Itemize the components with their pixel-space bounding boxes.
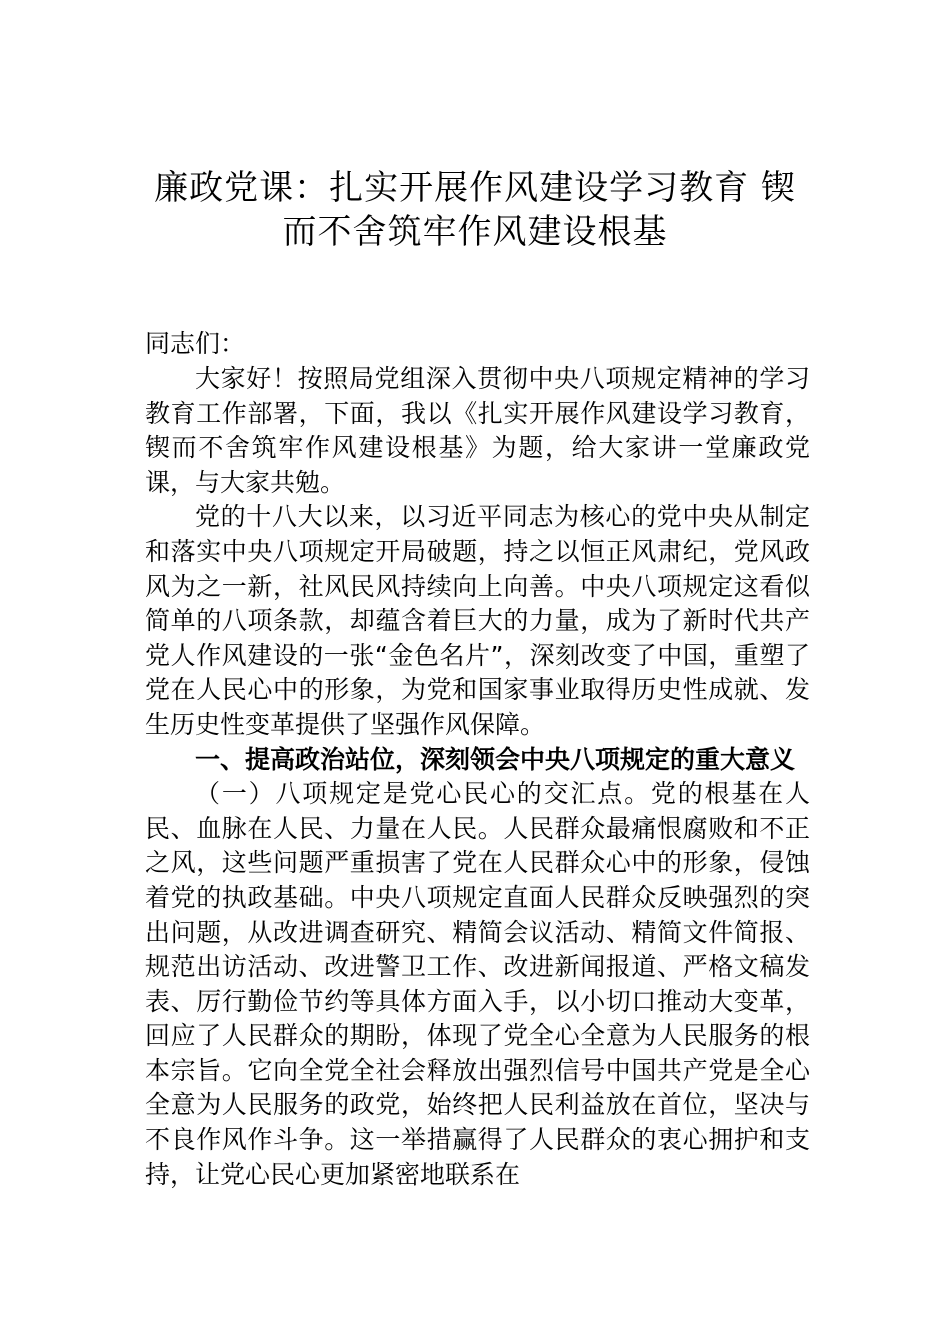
paragraph-subsection-1: （一）八项规定是党心民心的交汇点。党的根基在人民、血脉在人民、力量在人民。人民群众最痛恨腐败和不正之风，这些问题严重损害了党在人民群众心中的形象，侵蚀着党的执政基础。中央八项规定直面人民群众反映强烈的突出问题，从改进调查研究、精简会议活动、精简文件简报、规范出访活动、改进警卫工作、改进新闻报道、严格文稿发表、厉行勤俭节约等具体方面入手，以小切口推动大变革，回应了人民群众的期盼，体现了党全心全意为人民服务的根本宗旨。它向全党全社会释放出强烈信号中国共产党是全心全意为人民服务的政党，始终把人民利益放在首位，坚决与不良作风作斗争。这一举措赢得了人民群众的衷心拥护和支持，让党心民心更加紧密地联系在 [145, 779, 810, 1189]
document-title-line-2: 而不舍筑牢作风建设根基 [282, 212, 668, 252]
paragraph-opening: 大家好！按照局党组深入贯彻中央八项规定精神的学习教育工作部署，下面，我以《扎实开展作风建设学习教育，锲而不舍筑牢作风建设根基》为题，给大家讲一堂廉政党课，与大家共勉。 [145, 364, 810, 497]
greeting: 同志们： [145, 329, 246, 358]
section-heading: 一、提高政治站位，深刻领会中央八项规定的重大意义 [195, 744, 796, 774]
document-title-line-1: 廉政党课：扎实开展作风建设学习教育 锲 [154, 168, 796, 208]
document-body [145, 362, 810, 1192]
paragraph-background: 党的十八大以来，以习近平同志为核心的党中央从制定和落实中央八项规定开局破题，持之以恒正风肃纪，党风政风为之一新，社风民风持续向上向善。中央八项规定这看似简单的八项条款，却蕴含着巨大的力量，成为了新时代共产党人作风建设的一张“金色名片”，深刻改变了中国，重塑了党在人民心中的形象，为党和国家事业取得历史性成就、发生历史性变革提供了坚强作风保障。 [145, 502, 810, 739]
